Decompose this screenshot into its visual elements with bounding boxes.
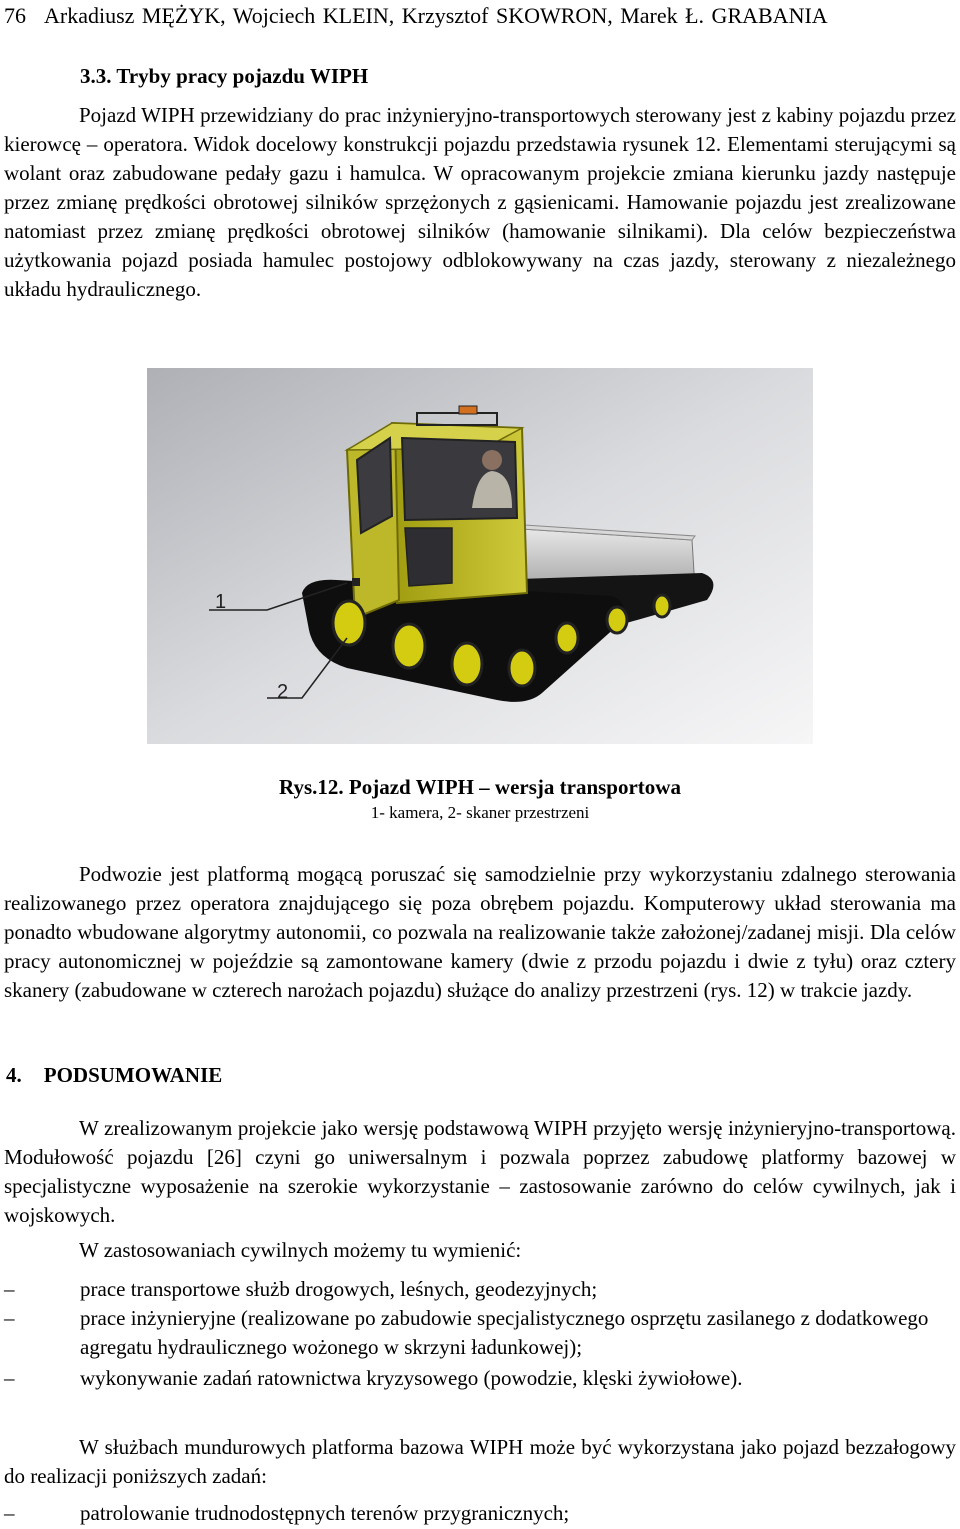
section-4-paragraph-3: W służbach mundurowych platforma bazowa WIPH może być wykorzystana jako pojazd bezzałogowy do realizacji poniższych zadań:	[4, 1435, 956, 1488]
driver-head	[482, 450, 502, 470]
wheel	[654, 595, 670, 617]
military-list-item: – patrolowanie trudnodostępnych terenów przygranicznych;	[4, 1501, 570, 1525]
page-number: 76	[4, 3, 26, 28]
section-4-title: PODSUMOWANIE	[43, 1063, 223, 1087]
civil-list-item: – prace transportowe służb drogowych, leśnych, geodezyjnych;	[4, 1277, 598, 1301]
camera-1	[352, 578, 360, 586]
wheel	[393, 624, 425, 668]
wheel	[556, 623, 578, 653]
section-4-number: 4.	[6, 1063, 22, 1087]
figure-caption: Rys.12. Pojazd WIPH – wersja transportowa	[279, 775, 681, 799]
paragraph-2: Podwozie jest platformą mogącą poruszać się samodzielnie przy wykorzystaniu zdalnego sterowania realizowanego przez operatora znajdującego się poza obrębem pojazdu. Komputerowy układ sterowania ma ponadto wbudowane algorytmy autonomii, co pozwala na realizowanie także założonej/zadanej misji. Dla celów pracy autonomicznej w pojeździe są zamontowane kamery (dwie z przodu pojazdu i dwie z tyłu) oraz cztery skanery (zabudowane w czterech narożach pojazdu) służące do analizy przestrzeni (rys. 12) w trakcie jazdy.	[4, 862, 956, 1002]
section-3-3-paragraph: Pojazd WIPH przewidziany do prac inżynieryjno-transportowych sterowany jest z kabiny pojazdu przez kierowcę – operatora. Widok docelowy konstrukcji pojazdu przedstawia rysunek 12. Elementami sterującymi są wolant oraz zabudowane pedały gazu i hamulca. W opracowanym projekcie zmiana kierunku jazdy następuje przez zmianę prędkości obrotowej silników sprzężonych z gąsienicami. Hamowanie pojazdu jest zrealizowane natomiast przez zmianę prędkości obrotowej silników (hamowanie silnikami). Dla celów bezpieczeństwa użytkowania pojazd posiada hamulec postojowy odblokowywany na czas jazdy, sterowany z niezależnego układu hydraulicznego.	[4, 103, 956, 301]
wheel	[509, 650, 535, 686]
wheel	[452, 643, 482, 685]
figure-subcaption: 1- kamera, 2- skaner przestrzeni	[370, 803, 590, 822]
door-window	[405, 528, 452, 586]
figure-label-2: 2	[277, 681, 289, 703]
civil-list-item: – prace inżynieryjne (realizowane po zabudowie specjalistycznego osprzętu zasilanego z dodatkowego agregatu hydraulicznego wożonego w skrzyni ładunkowej);	[4, 1306, 929, 1359]
section-4-paragraph-1: W zrealizowanym projekcie jako wersję podstawową WIPH przyjęto wersję inżynieryjno-transportową. Modułowość pojazdu [26] czyni go uniwersalnym i pozwala poprzez zabudowę platformy bazowej w specjalistyczne wyposażenie na szerokie wykorzystanie – zastosowanie zarówno do celów cywilnych, jak i wojskowych.	[4, 1116, 956, 1227]
running-header	[4, 2, 828, 30]
authors: Arkadiusz MĘŻYK, Wojciech KLEIN, Krzysztof SKOWRON, Marek Ł. GRABANIA	[44, 3, 828, 28]
section-4-heading	[6, 1061, 222, 1089]
wheel	[333, 601, 365, 645]
section-4-paragraph-2: W zastosowaniach cywilnych możemy tu wymienić:	[79, 1238, 522, 1262]
figure-label-1: 1	[215, 591, 227, 613]
wheel	[607, 607, 627, 633]
roof-light	[459, 406, 477, 414]
section-3-3-heading: 3.3. Tryby pracy pojazdu WIPH	[80, 64, 369, 88]
figure-wiph-vehicle	[147, 368, 813, 744]
civil-list-item: – wykonywanie zadań ratownictwa kryzysowego (powodzie, klęski żywiołowe).	[4, 1366, 743, 1390]
vehicle-illustration	[147, 368, 813, 744]
